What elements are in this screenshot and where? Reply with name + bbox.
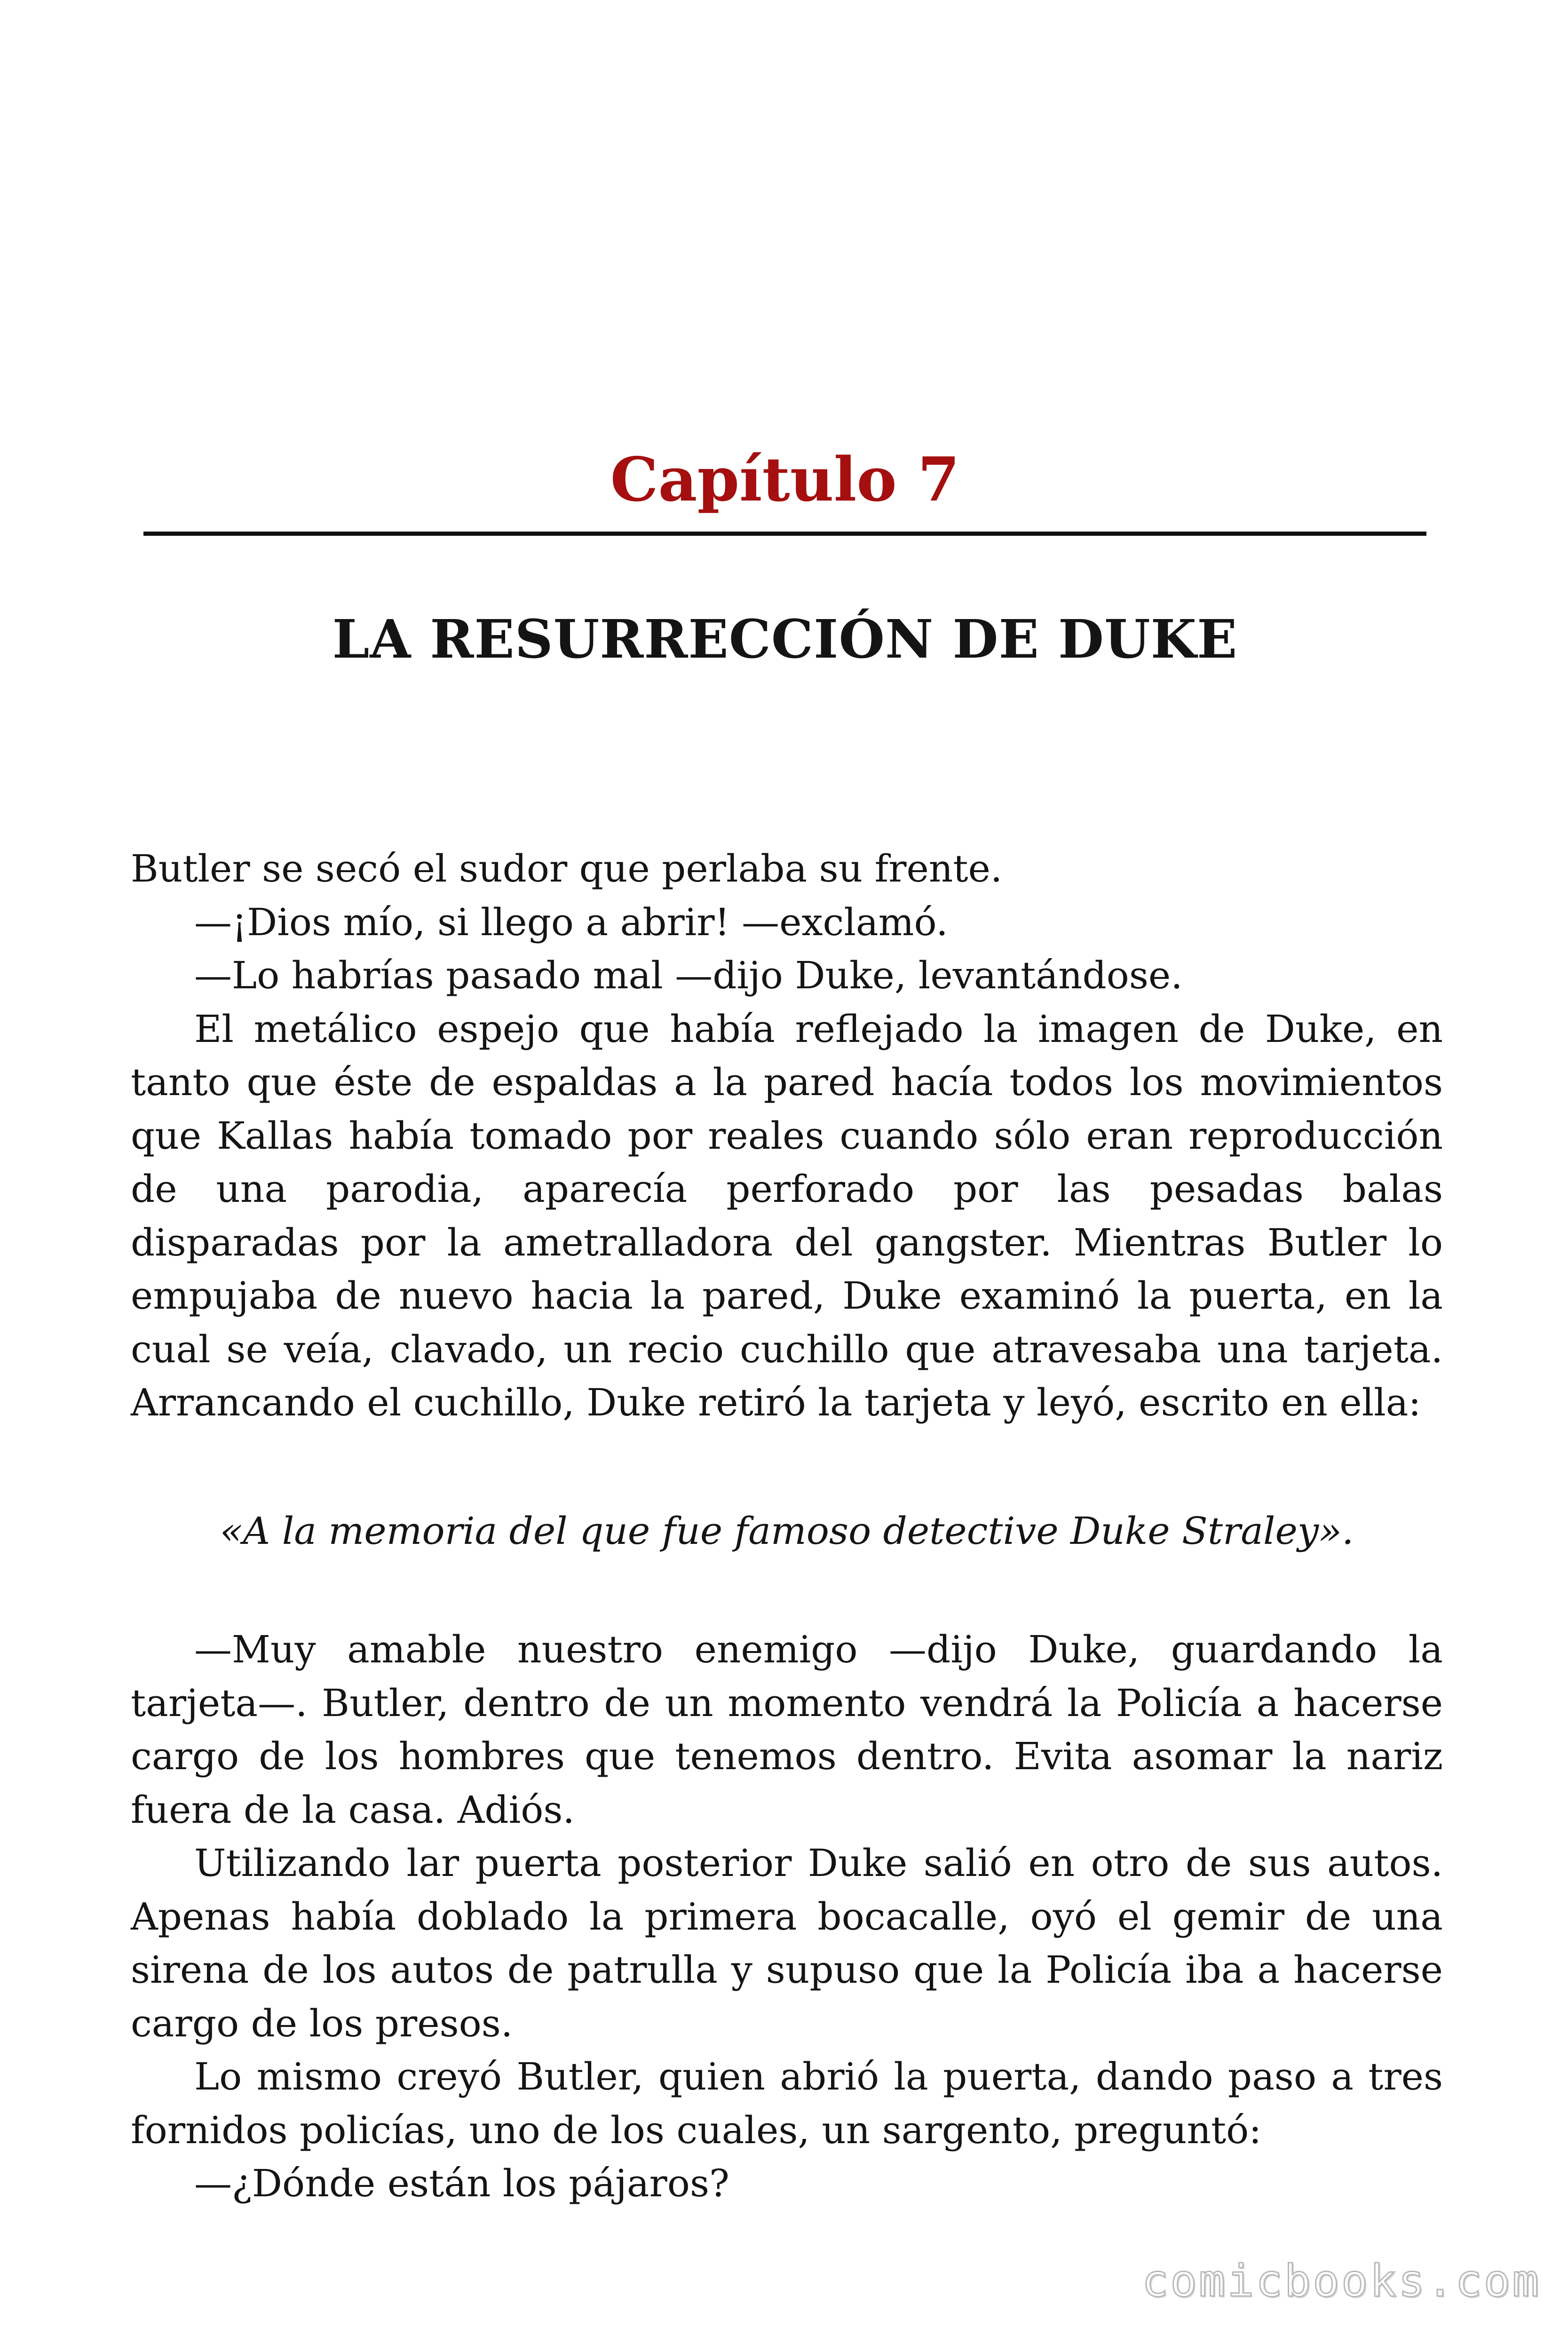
card-quote: «A la memoria del que fue famoso detective Duke Straley».	[220, 1509, 1354, 1553]
paragraph: El metálico espejo que había reflejado la imagen de Duke, en tanto que éste de espaldas a la pared hacía todos los movimientos que Kallas había tomado por reales cuando sólo eran reproducción de una parodia, aparecía perforado por las pesadas balas disparadas por la ametralladora del gangster. Mientras Butler lo empujaba de nuevo hacia la pared, Duke examinó la puerta, en la cual se veía, clavado, un recio cuchillo que atravesaba una tarjeta. Arrancando el cuchillo, Duke retiró la tarjeta y leyó, escrito en ella:	[131, 1007, 1443, 1424]
chapter-subtitle: LA RESURRECCIÓN DE DUKE	[332, 609, 1238, 670]
paragraph: Utilizando lar puerta posterior Duke salió en otro de sus autos. Apenas había doblado la primera bocacalle, oyó el gemir de una sirena de los autos de patrulla y supuso que la Policía iba a hacerse cargo de los presos.	[131, 1841, 1443, 2045]
paragraph: Butler se secó el sudor que perlaba su frente.	[131, 847, 1003, 890]
paragraph: —¡Dios mío, si llego a abrir! —exclamó.	[194, 900, 948, 944]
paragraph: —Lo habrías pasado mal —dijo Duke, levantándose.	[194, 954, 1183, 997]
chapter-divider	[143, 532, 1426, 536]
paragraph: Lo mismo creyó Butler, quien abrió la puerta, dando paso a tres fornidos policías, uno de los cuales, un sargento, preguntó:	[131, 2055, 1443, 2152]
paragraph: —Muy amable nuestro enemigo —dijo Duke, guardando la tarjeta—. Butler, dentro de un momento vendrá la Policía a hacerse cargo de los hombres que tenemos dentro. Evita asomar la nariz fuera de la casa. Adiós.	[131, 1628, 1443, 1832]
text-block-after-quote	[131, 1623, 1443, 2210]
paragraph: —¿Dónde están los pájaros?	[194, 2161, 729, 2205]
text-block-before-quote	[131, 842, 1443, 1430]
chapter-title: Capítulo 7	[610, 445, 960, 515]
watermark: comicbooks.com	[1141, 2256, 1541, 2307]
